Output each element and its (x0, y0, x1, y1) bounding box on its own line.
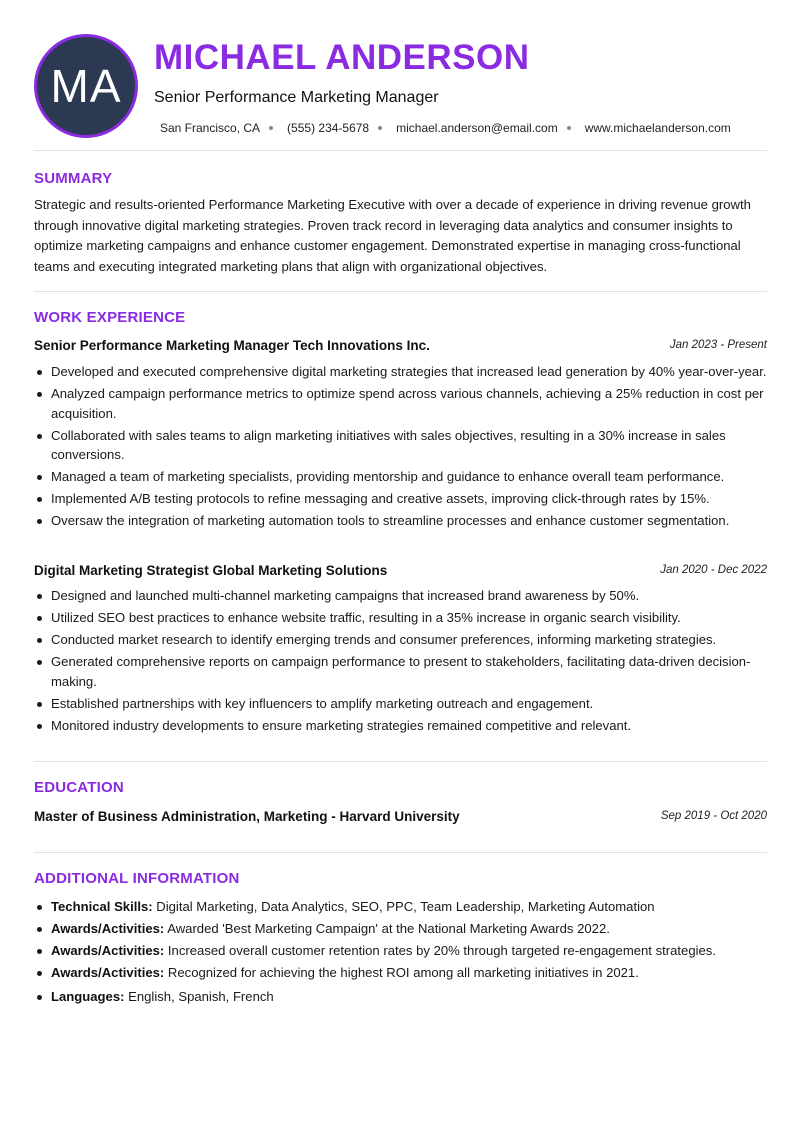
item-value: English, Spanish, French (128, 988, 274, 1004)
candidate-name: MICHAEL ANDERSON (154, 38, 530, 77)
additional-info-heading: ADDITIONAL INFORMATION (34, 870, 240, 887)
additional-info-list (34, 897, 767, 1009)
job-header (34, 563, 767, 581)
job-dates: Jan 2023 - Present (669, 339, 767, 351)
education-dates: Sep 2019 - Oct 2020 (660, 810, 767, 822)
list-item: Collaborated with sales teams to align marketing initiatives with sales objectives, resulting in a 30% increase in sales conversions. (34, 426, 767, 465)
item-label: Awards/Activities: (51, 921, 165, 936)
candidate-title: Senior Performance Marketing Manager (154, 89, 439, 106)
job-bullet-list (34, 586, 767, 738)
section-divider (34, 291, 767, 292)
list-item: Analyzed campaign performance metrics to optimize spend across various channels, achieving a 25% reduction in cost per acquisition. (34, 384, 767, 423)
separator-dot (567, 126, 571, 130)
item-label: Technical Skills: (51, 899, 153, 914)
resume-header (34, 34, 767, 138)
item-value: Digital Marketing, Data Analytics, SEO, PPC, Team Leadership, Marketing Automation (156, 899, 655, 914)
list-item (34, 963, 767, 983)
item-label: Awards/Activities: (51, 965, 165, 980)
list-item (34, 919, 767, 939)
website-link[interactable]: www.michaelanderson.com (584, 121, 731, 135)
list-item: Generated comprehensive reports on campaign performance to present to stakeholders, facilitating data-driven decision-making. (34, 652, 767, 691)
job-bullet-list (34, 362, 767, 533)
summary-text: Strategic and results-oriented Performance Marketing Executive with over a decade of experience in driving revenue growth through innovative digital marketing strategies. Proven track record in leveraging data analytics and consumer insights to optimize marketing campaigns and enhance customer engagement. Demonstrated expertise in managing cross-functional teams and executing integrated marketing plans that align with organizational objectives. (34, 197, 751, 274)
degree-text: Master of Business Administration, Marketing - Harvard University (34, 809, 460, 824)
avatar (34, 34, 138, 138)
list-item: Designed and launched multi-channel marketing campaigns that increased brand awareness by 50%. (34, 586, 767, 606)
section-divider (34, 150, 767, 151)
work-experience-heading: WORK EXPERIENCE (34, 309, 186, 326)
contact-info (160, 121, 731, 135)
section-divider (34, 761, 767, 762)
list-item: Conducted market research to identify emerging trends and consumer preferences, informing marketing strategies. (34, 630, 767, 650)
list-item: Developed and executed comprehensive digital marketing strategies that increased lead generation by 40% year-over-year. (34, 362, 767, 382)
item-label: Awards/Activities: (51, 943, 165, 958)
item-value: Recognized for achieving the highest ROI among all marketing initiatives in 2021. (167, 965, 639, 980)
job-header (34, 338, 767, 356)
list-item (34, 941, 767, 961)
job-dates: Jan 2020 - Dec 2022 (660, 564, 767, 576)
list-item: Implemented A/B testing protocols to refine messaging and creative assets, improving click-through rates by 15%. (34, 489, 767, 509)
location-text: San Francisco, CA (160, 121, 261, 135)
separator-dot (269, 126, 273, 130)
section-divider (34, 852, 767, 853)
list-item: Monitored industry developments to ensure marketing strategies remained competitive and relevant. (34, 716, 767, 736)
job-role-company: Senior Performance Marketing Manager Tech Innovations Inc. (34, 338, 430, 353)
item-value: Awarded 'Best Marketing Campaign' at the National Marketing Awards 2022. (167, 921, 610, 936)
list-item: Established partnerships with key influencers to amplify marketing outreach and engagement. (34, 694, 767, 714)
list-item (34, 987, 767, 1007)
phone-text: (555) 234-5678 (287, 121, 370, 135)
list-item (34, 897, 767, 917)
education-heading: EDUCATION (34, 779, 124, 796)
list-item: Utilized SEO best practices to enhance website traffic, resulting in a 35% increase in organic search visibility. (34, 608, 767, 628)
list-item: Managed a team of marketing specialists, providing mentorship and guidance to enhance overall team performance. (34, 467, 767, 487)
education-entry (34, 809, 767, 827)
list-item: Oversaw the integration of marketing automation tools to streamline processes and enhance customer segmentation. (34, 511, 767, 531)
separator-dot (378, 126, 382, 130)
item-value: Increased overall customer retention rates by 20% through targeted re-engagement strategies. (167, 943, 716, 958)
summary-heading: SUMMARY (34, 170, 113, 187)
email-link[interactable]: michael.anderson@email.com (396, 121, 558, 135)
item-label: Languages: (51, 988, 125, 1004)
job-role-company: Digital Marketing Strategist Global Marketing Solutions (34, 563, 388, 578)
avatar-initials: MA (50, 60, 122, 112)
